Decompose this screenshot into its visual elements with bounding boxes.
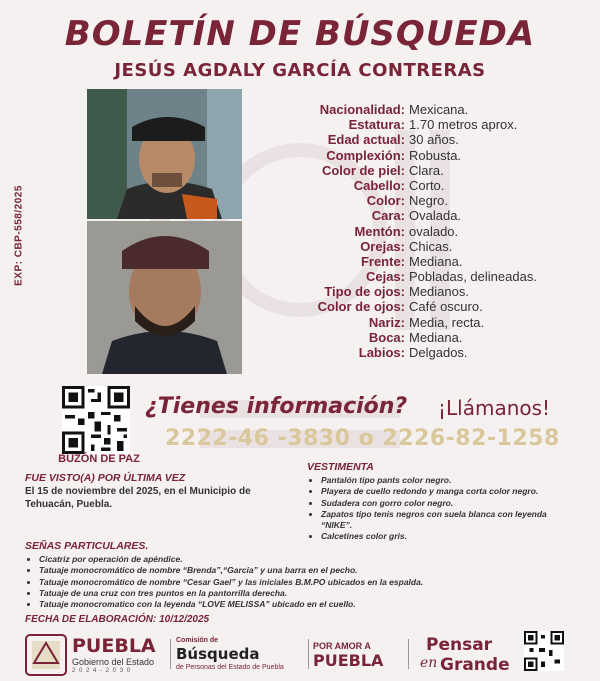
list-item: • Calcetines color gris. — [321, 531, 572, 542]
attribute-row — [290, 208, 537, 223]
comision-subtitle: de Personas del Estado de Puebla — [176, 664, 284, 671]
attribute-label: Frente: — [360, 253, 405, 269]
distinguishing-marks-heading: SEÑAS PARTICULARES. — [25, 540, 149, 552]
attribute-value: Mediana. — [409, 253, 463, 269]
attribute-row — [290, 330, 537, 345]
attribute-value: Mediana. — [409, 329, 463, 345]
attribute-label: Estatura: — [348, 117, 405, 133]
years-text: 2 0 2 4 - 2 0 3 0 — [72, 668, 132, 674]
attribute-row — [290, 163, 537, 178]
list-item: • Tatuaje monocromático de nombre “Cesar Gael” y las iniciales B.M.PO ubicados en la espalda. — [39, 577, 585, 588]
last-seen-section — [25, 472, 295, 511]
attribute-row — [290, 299, 537, 314]
footer-divider — [170, 639, 171, 669]
gobierno-text: Gobierno del Estado — [72, 657, 155, 667]
attribute-row — [290, 269, 537, 284]
attribute-value: Mexicana. — [409, 102, 469, 117]
attribute-value: Café oscuro. — [409, 299, 483, 315]
list-item: • Tatuaje monocromatico con la leyenda “LOVE MELISSA” ubicado en el cuello. — [39, 599, 585, 610]
person-photo-2 — [87, 221, 242, 374]
attribute-label: Edad actual: — [327, 132, 405, 148]
attribute-label: Cejas: — [365, 269, 405, 285]
attribute-value: Pobladas, delineadas. — [409, 269, 537, 285]
list-item: • Pantalón tipo pants color negro. — [321, 475, 572, 486]
case-number: EXP: CBP-558/2025 — [13, 185, 25, 286]
footer-logos — [10, 627, 590, 677]
attribute-label: Cara: — [371, 208, 405, 224]
attribute-row — [290, 224, 537, 239]
attribute-value: ovalado. — [409, 223, 459, 239]
puebla-slogan-text: PUEBLA — [313, 651, 384, 670]
attribute-row — [290, 315, 537, 330]
list-item: • Playera de cuello redondo y manga corta color negro. — [321, 486, 572, 497]
pensar-text: Pensar — [426, 635, 493, 655]
last-seen-text: El 15 de noviembre del 2025, en el Municipio de Tehuacán, Puebla. — [25, 486, 251, 510]
attribute-row — [290, 178, 537, 193]
list-item: • Zapatos tipo tenis negros con suela blanca con leyenda “NIKE”. — [321, 509, 572, 532]
elaboration-date: FECHA DE ELABORACIÓN: 10/12/2025 — [25, 614, 210, 625]
info-question: ¿Tienes información? — [145, 394, 408, 419]
attribute-row — [290, 117, 537, 132]
attribute-label: Complexión: — [326, 147, 405, 163]
distinguishing-marks-list — [25, 554, 585, 610]
grande-text: Grande — [440, 655, 510, 675]
attribute-label: Tipo de ojos: — [324, 284, 405, 300]
attribute-value: Corto. — [409, 177, 445, 193]
attribute-row — [290, 148, 537, 163]
buzon-de-paz-label: BUZÓN DE PAZ — [58, 453, 140, 465]
attribute-label: Orejas: — [360, 238, 405, 254]
attribute-value: Chicas. — [409, 238, 453, 254]
attribute-label: Nacionalidad: — [319, 102, 405, 117]
footer-divider — [308, 639, 309, 669]
bulletin-title: BOLETÍN DE BÚSQUEDA — [64, 14, 536, 54]
buzon-qr-code[interactable] — [62, 386, 130, 459]
attribute-value: 30 años. — [409, 132, 459, 148]
clothing-heading: VESTIMENTA — [307, 461, 374, 473]
clothing-section — [307, 461, 572, 543]
attribute-value: Media, recta. — [409, 314, 485, 330]
attribute-value: Negro. — [409, 193, 449, 209]
attribute-value: Clara. — [409, 162, 444, 178]
person-name: JESÚS AGDALY GARCÍA CONTRERAS — [114, 60, 486, 81]
attribute-label: Mentón: — [354, 223, 405, 239]
busqueda-logo-text: Búsqueda — [176, 645, 260, 663]
por-amor-text: POR AMOR A — [313, 641, 371, 651]
distinguishing-marks-section — [25, 540, 585, 610]
list-item: • Cicatriz por operación de apéndice. — [39, 554, 585, 565]
phone-numbers[interactable]: 2222-46 -3830 o 2226-82-1258 — [165, 426, 560, 451]
attribute-row — [290, 345, 537, 360]
last-seen-heading: FUE VISTO(A) POR ÚLTIMA VEZ — [25, 472, 186, 484]
attribute-row — [290, 193, 537, 208]
en-text: en — [420, 655, 438, 671]
comision-label: Comisión de — [176, 637, 219, 644]
attribute-label: Color de piel: — [321, 162, 405, 178]
attribute-row — [290, 132, 537, 147]
attribute-row — [290, 254, 537, 269]
state-coat-of-arms-icon — [24, 633, 68, 677]
attribute-value: Delgados. — [409, 345, 468, 360]
clothing-list — [307, 475, 572, 543]
puebla-logo-text: PUEBLA — [72, 635, 156, 657]
person-photo-1 — [87, 89, 242, 219]
attribute-value: Ovalada. — [409, 208, 462, 224]
attribute-label: Nariz: — [368, 314, 405, 330]
attribute-row — [290, 102, 537, 117]
attribute-value: Medianos. — [409, 284, 469, 300]
footer-qr-code[interactable] — [524, 631, 564, 671]
attribute-label: Boca: — [368, 329, 405, 345]
call-us: ¡Llámanos! — [438, 396, 551, 420]
footer-divider — [408, 639, 409, 669]
attribute-label: Color: — [366, 193, 405, 209]
list-item: • Sudadera con gorro color negro. — [321, 498, 572, 509]
attribute-label: Color de ojos: — [317, 299, 405, 315]
description-list — [290, 102, 537, 360]
attribute-row — [290, 284, 537, 299]
attribute-label: Cabello: — [353, 177, 405, 193]
attribute-value: 1.70 metros aprox. — [409, 117, 518, 133]
list-item: • Tatuaje de una cruz con tres puntos en la pantorrilla derecha. — [39, 588, 585, 599]
list-item: • Tatuaje monocromático de nombre “Brenda”,“Garcia” y una barra en el pecho. — [39, 565, 585, 576]
attribute-row — [290, 239, 537, 254]
attribute-label: Labios: — [358, 345, 405, 360]
attribute-value: Robusta. — [409, 147, 462, 163]
